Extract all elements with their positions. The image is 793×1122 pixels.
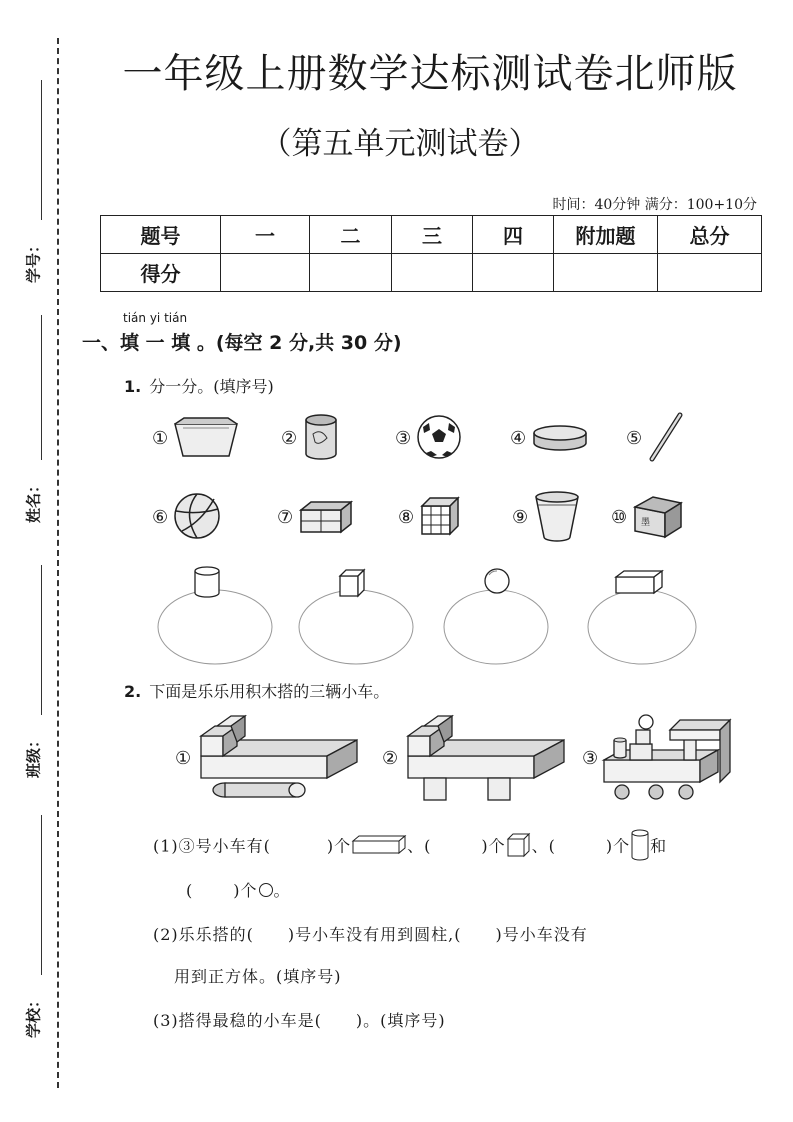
page-title: 一年级上册数学达标测试卷北师版 bbox=[122, 51, 738, 97]
item-number: ⑦ bbox=[277, 507, 294, 528]
school-label: 学校： bbox=[24, 993, 43, 1039]
soccer-ball-icon bbox=[415, 413, 463, 465]
subquestion-text: )个 bbox=[233, 881, 258, 900]
school-rule bbox=[41, 815, 42, 975]
student-id-rule bbox=[41, 80, 42, 220]
subquestion-text: )个 bbox=[605, 836, 631, 856]
car-2-blocks-icon bbox=[404, 712, 574, 804]
score-cell[interactable] bbox=[221, 254, 310, 292]
sphere-icon bbox=[258, 882, 274, 902]
section-pinyin: tián yi tián bbox=[123, 311, 188, 325]
open-box-icon bbox=[172, 414, 240, 464]
time-info: 时间：40分钟 满分：100+10分 bbox=[552, 197, 757, 213]
sphere-icon bbox=[483, 566, 511, 600]
cube-category[interactable] bbox=[298, 566, 418, 670]
name-label: 姓名： bbox=[24, 478, 43, 524]
subquestion-1-line-2 bbox=[186, 878, 291, 902]
score-header-cell: 题号 bbox=[101, 216, 221, 254]
score-table bbox=[100, 215, 762, 292]
object-item-7 bbox=[277, 493, 355, 543]
object-item-9 bbox=[512, 493, 582, 543]
question-number: 2. bbox=[124, 682, 142, 701]
object-item-1 bbox=[152, 414, 240, 464]
car-1-blocks-icon bbox=[197, 712, 367, 804]
cube-icon bbox=[338, 568, 368, 602]
cube-icon bbox=[506, 832, 532, 862]
svg-text:墨: 墨 bbox=[641, 518, 651, 528]
subquestion-text: ( bbox=[186, 881, 194, 900]
question-text: 下面是乐乐用积木搭的三辆小车。 bbox=[149, 682, 390, 701]
item-number: ⑤ bbox=[626, 428, 643, 449]
cuboid-category[interactable] bbox=[586, 566, 700, 670]
volleyball-icon bbox=[172, 491, 222, 545]
subquestion-text: )个 bbox=[481, 836, 506, 856]
item-number: ⑨ bbox=[512, 507, 529, 528]
cuboid-icon bbox=[351, 835, 407, 859]
object-item-6 bbox=[152, 493, 222, 543]
item-number: ⑥ bbox=[152, 507, 169, 528]
object-item-10 bbox=[611, 493, 683, 543]
car-number: ② bbox=[382, 748, 399, 769]
object-item-5 bbox=[626, 414, 686, 464]
score-table-header-row bbox=[101, 216, 762, 254]
cuboid-icon bbox=[614, 569, 664, 599]
object-item-3 bbox=[395, 414, 463, 464]
gift-box-icon bbox=[297, 496, 355, 540]
car-number: ① bbox=[175, 748, 192, 769]
item-number: ① bbox=[152, 428, 169, 449]
score-cell[interactable] bbox=[658, 254, 762, 292]
score-header-cell: 总分 bbox=[658, 216, 762, 254]
item-number: ⑩ bbox=[611, 507, 628, 528]
subquestion-text: 。 bbox=[273, 881, 291, 900]
subquestion-text: 和 bbox=[650, 836, 668, 856]
score-cell[interactable] bbox=[310, 254, 392, 292]
score-row-label: 得分 bbox=[101, 254, 221, 292]
class-label: 班级： bbox=[24, 733, 43, 779]
score-cell[interactable] bbox=[392, 254, 473, 292]
ink-box-icon bbox=[631, 491, 683, 545]
score-header-cell: 二 bbox=[310, 216, 392, 254]
score-header-cell: 四 bbox=[473, 216, 554, 254]
score-header-cell: 三 bbox=[392, 216, 473, 254]
name-field bbox=[8, 315, 58, 545]
name-rule bbox=[41, 315, 42, 460]
object-item-2 bbox=[281, 414, 341, 464]
subquestion-text: 、( bbox=[531, 836, 556, 856]
cylinder-icon bbox=[630, 829, 650, 865]
car-number: ③ bbox=[582, 748, 599, 769]
section-heading: 一、填 一 填 。(每空 2 分,共 30 分) bbox=[82, 332, 402, 354]
item-number: ⑧ bbox=[398, 507, 415, 528]
subquestion-3: (3)搭得最稳的小车是( )。(填序号) bbox=[153, 1011, 446, 1030]
cylinder-icon bbox=[193, 566, 221, 602]
sphere-category[interactable] bbox=[442, 566, 554, 670]
stick-icon bbox=[646, 411, 686, 467]
class-field bbox=[8, 565, 58, 795]
cylinder-category[interactable] bbox=[155, 566, 275, 670]
score-header-cell: 一 bbox=[221, 216, 310, 254]
car-3-blocks-icon bbox=[600, 712, 750, 804]
subquestion-text: 、( bbox=[407, 836, 432, 856]
student-id-field bbox=[8, 80, 58, 310]
bucket-icon bbox=[532, 489, 582, 547]
question-1-heading bbox=[124, 374, 274, 397]
subquestion-text: )个 bbox=[326, 836, 352, 856]
school-field bbox=[8, 815, 58, 1045]
page-subtitle: （第五单元测试卷） bbox=[260, 126, 540, 162]
question-2-heading bbox=[124, 679, 389, 702]
subquestion-2-line-1: (2)乐乐搭的( )号小车没有用到圆柱,( )号小车没有 bbox=[153, 925, 588, 944]
object-item-8 bbox=[398, 493, 462, 543]
flat-disc-icon bbox=[530, 419, 590, 459]
item-number: ③ bbox=[395, 428, 412, 449]
can-icon bbox=[301, 412, 341, 466]
question-number: 1. bbox=[124, 377, 142, 396]
object-item-4 bbox=[510, 414, 590, 464]
question-text: 分一分。(填序号) bbox=[149, 377, 274, 396]
score-cell[interactable] bbox=[473, 254, 554, 292]
subquestion-2-line-2: 用到正方体。(填序号) bbox=[174, 967, 342, 986]
item-number: ④ bbox=[510, 428, 527, 449]
student-id-label: 学号： bbox=[24, 238, 43, 284]
score-cell[interactable] bbox=[554, 254, 658, 292]
class-rule bbox=[41, 565, 42, 715]
rubik-cube-icon bbox=[418, 494, 462, 542]
subquestion-1-prefix: (1)③号小车有( bbox=[153, 836, 271, 856]
item-number: ② bbox=[281, 428, 298, 449]
score-header-cell: 附加题 bbox=[554, 216, 658, 254]
score-table-score-row bbox=[101, 254, 762, 292]
subquestion-1-line-1 bbox=[153, 829, 667, 865]
